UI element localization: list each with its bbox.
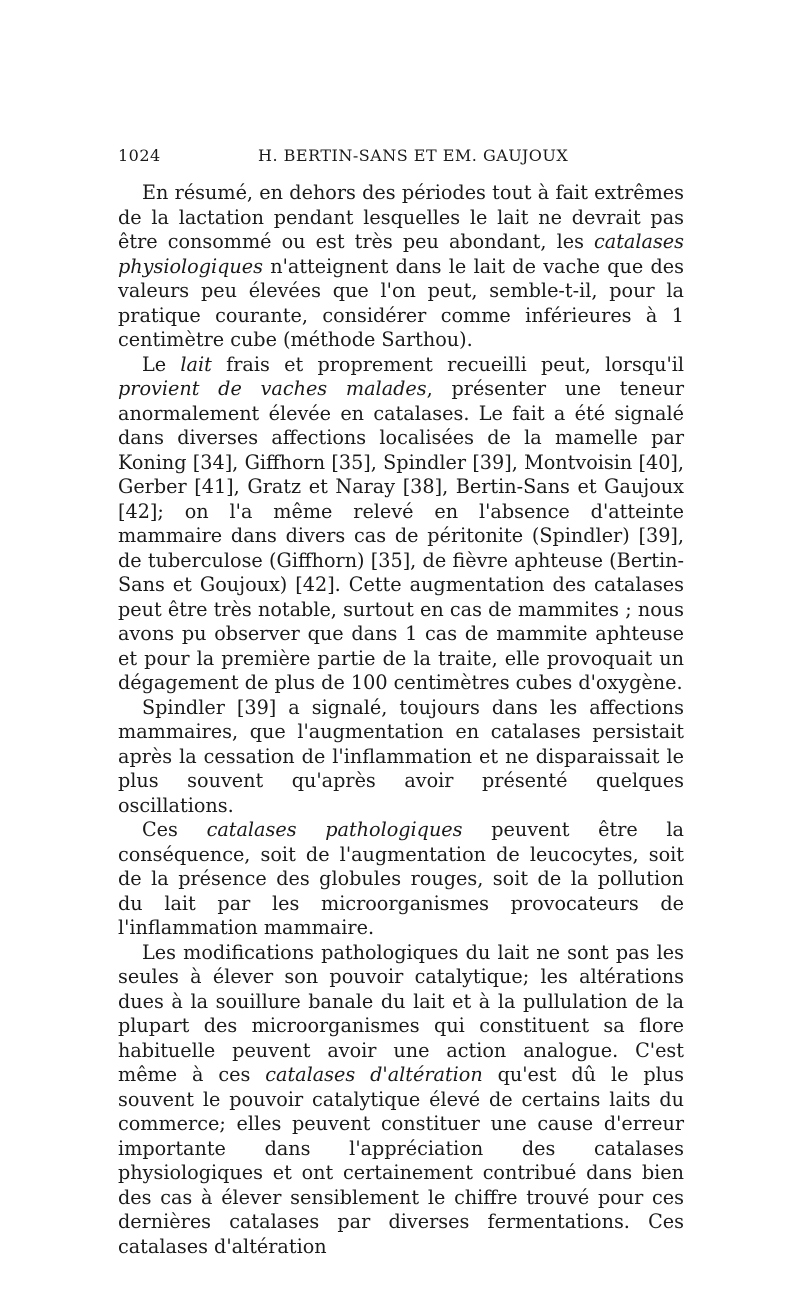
text-run: peuvent être la conséquence, soit de l'augmentation de leucocytes, soit de la présence des globules rouges, soit de la pollution du lait par les microorganismes provocateurs de l'inflammation mammaire. <box>118 818 684 939</box>
running-title: H. BERTIN-SANS ET EM. GAUJOUX <box>258 146 569 165</box>
text-run: En résumé, en dehors des périodes tout à fait extrêmes de la lactation pendant lesquelles le lait ne devrait pas être consommé ou est très peu abondant, les <box>118 181 684 253</box>
body-text <box>118 181 684 1259</box>
text-run: , présenter une teneur anormalement élevée en catalases. Le fait a été signalé dans diverses affections localisées de la mamelle par Koning [34], Giffhorn [35], Spindler [39], Montvoisin [40], Gerber [41], Gratz et Naray [38], Bertin-Sans et Gaujoux [42]; on l'a même relevé en l'absence d'atteinte mammaire dans divers cas de péritonite (Spindler) [39], de tuberculose (Giffhorn) [35], de fièvre aphteuse (Bertin-Sans et Goujoux) [42]. Cette augmentation des catalases peut être très notable, surtout en cas de mammites ; nous avons pu observer que dans 1 cas de mammite aphteuse et pour la première partie de la traite, elle provoquait un dégagement de plus de 100 centimètres cubes d'oxygène. <box>118 377 684 694</box>
paragraph <box>118 181 684 353</box>
paragraph <box>118 696 684 819</box>
paragraph <box>118 353 684 696</box>
paragraph <box>118 941 684 1260</box>
italic-run: catalases d'altération <box>265 1063 483 1086</box>
text-run: Ces <box>142 818 207 841</box>
page-number: 1024 <box>118 146 161 165</box>
text-run: Le <box>142 352 181 376</box>
paragraph <box>118 818 684 941</box>
text-run: Spindler [39] a signalé, toujours dans les affections mammaires, que l'augmentation en catalases persistait après la cessation de l'inflammation et ne disparaissait le plus souvent qu'après avoir présenté quelques oscillations. <box>118 695 684 817</box>
text-run: Les modifications pathologiques du lait ne sont pas les seules à élever son pouvoir catalytique; les altérations dues à la souillure banale du lait et à la pullulation de la plupart des microorganismes qui constituent sa flore habituelle peuvent avoir une action analogue. C'est même à ces <box>118 940 684 1086</box>
italic-run: lait <box>180 352 212 376</box>
italic-run: catalases pathologiques <box>206 818 463 841</box>
running-header <box>118 146 684 170</box>
italic-run: provient de vaches malades <box>118 377 427 400</box>
text-run: qu'est dû le plus souvent le pouvoir catalytique élevé de certains laits du commerce; elles peuvent constituer une cause d'erreur importante dans l'appréciation des catalases physiologiques et ont certainement contribué dans bien des cas à élever sensiblement le chiffre trouvé pour ces dernières catalases par diverses fermentations. Ces catalases d'altération <box>118 1063 684 1258</box>
text-run: n'atteignent dans le lait de vache que des valeurs peu élevées que l'on peut, semble-t-il, pour la pratique courante, considérer comme inférieures à 1 centimètre cube (méthode Sarthou). <box>118 254 684 351</box>
italic-run: catalases physiologiques <box>118 230 684 278</box>
text-run: frais et proprement recueilli peut, lorsqu'il <box>211 352 684 376</box>
